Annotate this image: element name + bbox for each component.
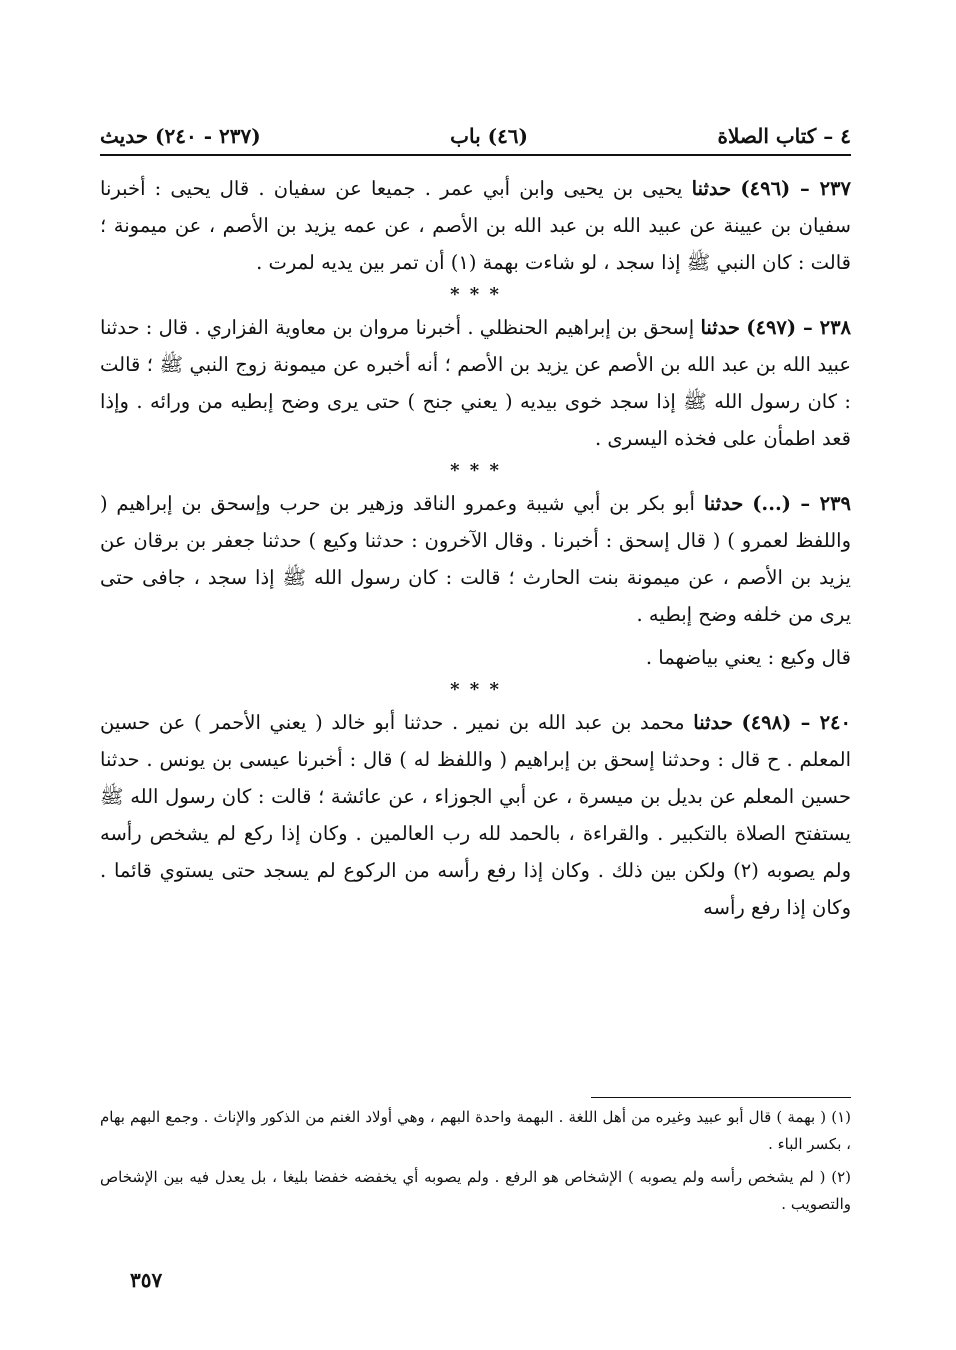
hadith-239-note: قال وكيع : يعني بياضهما . bbox=[645, 646, 851, 669]
section-separator: * * * bbox=[450, 284, 501, 305]
footnote-2: (٢) ( لم يشخص رأسه ولم يصوبه ) الإشخاص هو الرفع . ولم يصوبه أي يخفضه خفضا بليغا ، بل يعدل فيه بين الإشخاص والتصويب . bbox=[100, 1168, 851, 1213]
hadith-number: ٢٣٧ – (٤٩٦) bbox=[740, 177, 851, 200]
hadith-keyword: حدثنا bbox=[693, 711, 733, 734]
hadith-239 bbox=[100, 485, 851, 633]
hadith-text: يحيى بن يحيى وابن أبي عمر . جميعا عن سفيان . قال يحيى : أخبرنا سفيان بن عيينة عن عبيد الله بن عبد الله بن الأصم ، عن عمه يزيد بن الأصم ، عن ميمونة ؛ قالت : كان النبي ﷺ إذا سجد ، لو شاءت بهمة (١) أن تمر بين يديه لمرت . bbox=[100, 177, 851, 274]
page-header bbox=[100, 118, 851, 154]
footnote-divider bbox=[591, 1097, 851, 1098]
hadith-238 bbox=[100, 309, 851, 457]
hadith-text: أبو بكر بن أبي شيبة وعمرو الناقد وزهير بن حرب وإسحق بن إبراهيم ( واللفظ لعمرو ) ( قال إسحق : أخبرنا . وقال الآخرون : حدثنا وكيع ) حدثنا جعفر بن برقان عن يزيد بن الأصم ، عن ميمونة بنت الحارث ؛ قالت : كان رسول الله ﷺ إذا سجد ، جافى حتى يرى من خلفه وضح إبطيه . bbox=[100, 492, 851, 626]
book-title: ٤ – كتاب الصلاة bbox=[717, 124, 851, 148]
header-divider bbox=[100, 154, 851, 156]
hadith-keyword: حدثنا bbox=[691, 177, 732, 200]
section-separator: * * * bbox=[450, 460, 501, 481]
hadith-text: محمد بن عبد الله بن نمير . حدثنا أبو خالد ( يعني الأحمر ) عن حسين المعلم . ح قال : وحدثنا إسحق بن إبراهيم ( واللفظ له ) قال : أخبرنا عيسى بن يونس . حدثنا حسين المعلم عن بديل بن ميسرة ، عن أبي الجوزاء ، عن عائشة ؛ قالت : كان رسول الله ﷺ يستفتح الصلاة بالتكبير . والقراءة ، بالحمد لله رب العالمين . وكان إذا ركع لم يشخص رأسه ولم يصوبه (٢) ولكن بين ذلك . وكان إذا رفع رأسه من الركوع لم يسجد حتى يستوي قائما . وكان إذا رفع رأسه bbox=[100, 711, 851, 919]
hadith-number: ٢٣٩ – (...) bbox=[752, 492, 851, 515]
main-text bbox=[100, 170, 851, 928]
footnotes bbox=[100, 1104, 851, 1224]
hadith-range: (٢٣٧ - ٢٤٠) حديث bbox=[100, 124, 261, 148]
chapter-label: (٤٦) باب bbox=[450, 124, 529, 148]
page-number: ٣٥٧ bbox=[130, 1268, 163, 1292]
hadith-240 bbox=[100, 704, 851, 926]
hadith-keyword: حدثنا bbox=[703, 492, 744, 515]
hadith-237 bbox=[100, 170, 851, 281]
hadith-number: ٢٤٠ – (٤٩٨) bbox=[741, 711, 851, 734]
hadith-text: إسحق بن إبراهيم الحنظلي . أخبرنا مروان بن معاوية الفزاري . قال : حدثنا عبيد الله بن عبد الله بن الأصم عن يزيد بن الأصم ؛ أنه أخبره عن ميمونة زوج النبي ﷺ ؛ قالت : كان رسول الله ﷺ إذا سجد خوى بيديه ( يعني جنح ) حتى يرى وضح إبطيه من ورائه . وإذا قعد اطمأن على فخذه اليسرى . bbox=[100, 316, 851, 450]
hadith-keyword: حدثنا bbox=[700, 316, 740, 339]
footnote-1: (١) ( بهمة ) قال أبو عبيد وغيره من أهل اللغة . البهمة واحدة البهم ، وهي أولاد الغنم من الذكور والإناث . وجمع البهم بهام ، بكسر الباء . bbox=[100, 1108, 851, 1153]
hadith-number: ٢٣٨ – (٤٩٧) bbox=[746, 316, 852, 339]
section-separator: * * * bbox=[450, 679, 501, 700]
